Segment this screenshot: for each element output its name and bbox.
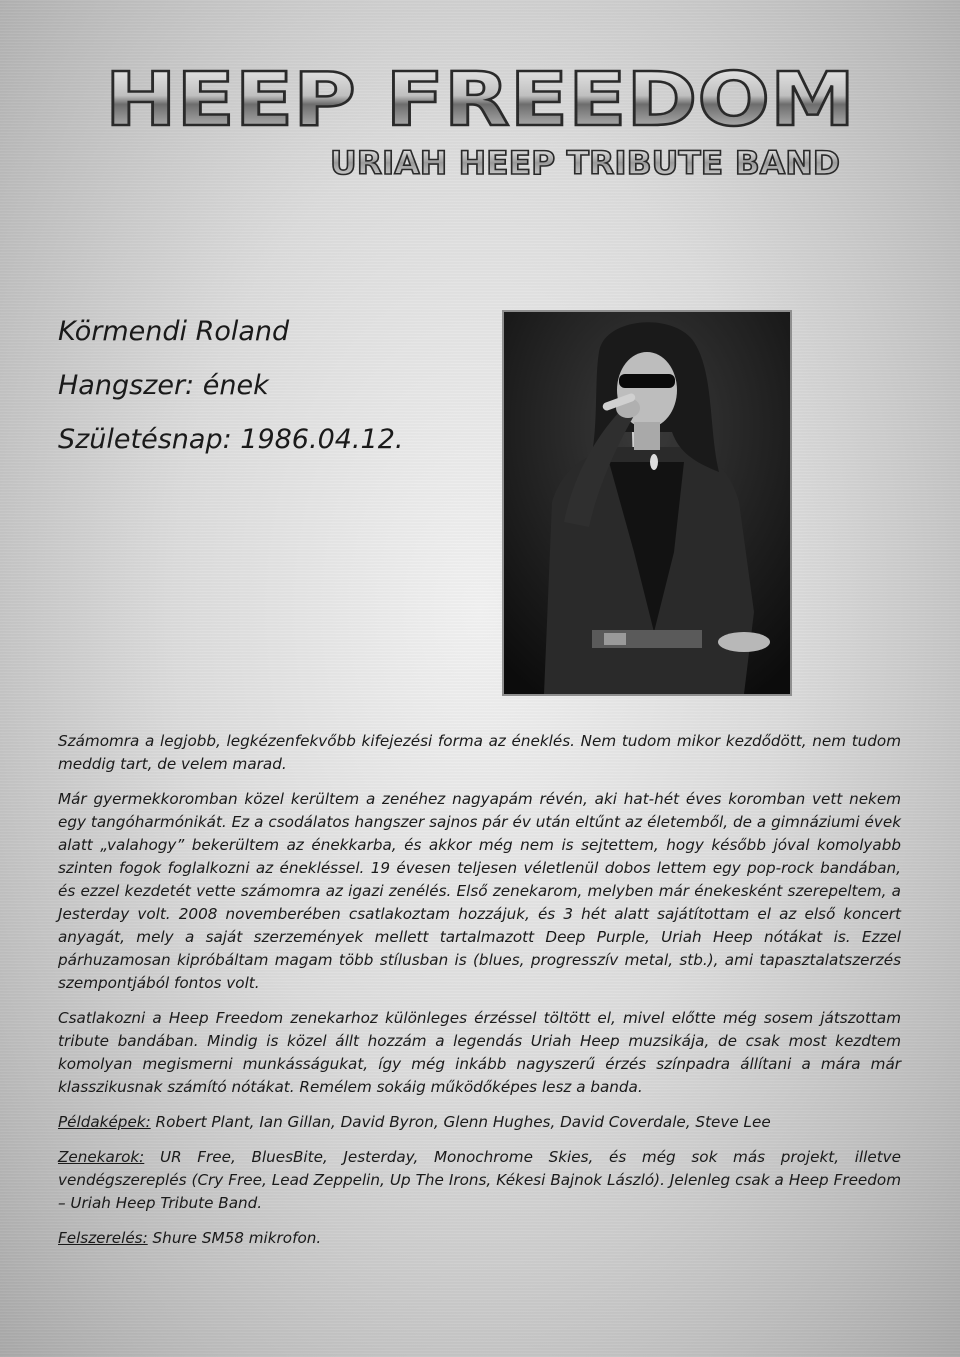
equipment <box>58 1227 901 1250</box>
profile-info <box>58 305 403 467</box>
singer-photo <box>502 310 792 696</box>
bands <box>58 1146 901 1215</box>
bands-text: UR Free, BluesBite, Jesterday, Monochrome Skies, és még sok más projekt, illetve vendégszereplés (Cry Free, Lead Zeppelin, Up The Irons, Kékesi Bajnok László). Jelenleg csak a Heep Freedom – Uriah Heep Tribute Band. <box>58 1148 901 1212</box>
band-logo-graphic <box>0 60 960 200</box>
role-models <box>58 1111 901 1134</box>
logo-title: HEEP FREEDOM <box>105 60 855 143</box>
band-logo <box>0 60 960 200</box>
member-name: Körmendi Roland <box>58 316 290 347</box>
bands-label: Zenekarok: <box>58 1148 145 1166</box>
role-models-text: Robert Plant, Ian Gillan, David Byron, Glenn Hughes, David Coverdale, Steve Lee <box>150 1113 771 1131</box>
logo-subtitle: URIAH HEEP TRIBUTE BAND <box>330 144 840 182</box>
singer-photo-illustration <box>504 312 790 694</box>
biography <box>58 730 901 1262</box>
equipment-text: Shure SM58 mikrofon. <box>147 1229 322 1247</box>
equipment-label: Felszerelés: <box>58 1229 148 1247</box>
instrument: Hangszer: ének <box>58 370 269 401</box>
role-models-label: Példaképek: <box>58 1113 151 1131</box>
bio-paragraph-2: Már gyermekkoromban közel kerültem a zenéhez nagyapám révén, aki hat-hét éves koromban vett nekem egy tangóharmónikát. Ez a csodálatos hangszer sajnos pár év után eltűnt az életemből, de a gimnáziumi évek alatt „valahogy” bekerültem az énekkarba, és akkor még nem is sejtettem, hogy később jóval komolyabb szinten fogok foglalkozni az énekléssel. 19 évesen teljesen véletlenül dobos lettem egy pop-rock bandában, és ezzel kezdetét vette számomra az igazi zenélés. Első zenekarom, melyben már énekesként szerepeltem, a Jesterday volt. 2008 novemberében csatlakoztam hozzájuk, és 3 hét alatt sajátítottam el az első koncert anyagát, mely a saját szerzemények mellett tartalmazott Deep Purple, Uriah Heep nótákat is. Ezzel párhuzamosan kipróbáltam magam több stílusban is (blues, progresszív metal, stb.), ami tapasztalatszerzés szempontjából fontos volt. <box>58 790 901 992</box>
birthday: Születésnap: 1986.04.12. <box>58 424 404 455</box>
bio-paragraph-1: Számomra a legjobb, legkézenfekvőbb kifejezési forma az éneklés. Nem tudom mikor kezdődött, nem tudom meddig tart, de velem marad. <box>58 732 901 773</box>
bio-paragraph-3: Csatlakozni a Heep Freedom zenekarhoz különleges érzéssel töltött el, mivel előtte még sosem játszottam tribute bandában. Mindig is közel állt hozzám a legendás Uriah Heep muzsikája, de csak most kezdtem komolyan megismerni munkásságukat, így még inkább nagyszerű érzés színpadra állítani a mára már klasszikusnak számító nótákat. Remélem sokáig működőképes lesz a banda. <box>58 1009 901 1096</box>
